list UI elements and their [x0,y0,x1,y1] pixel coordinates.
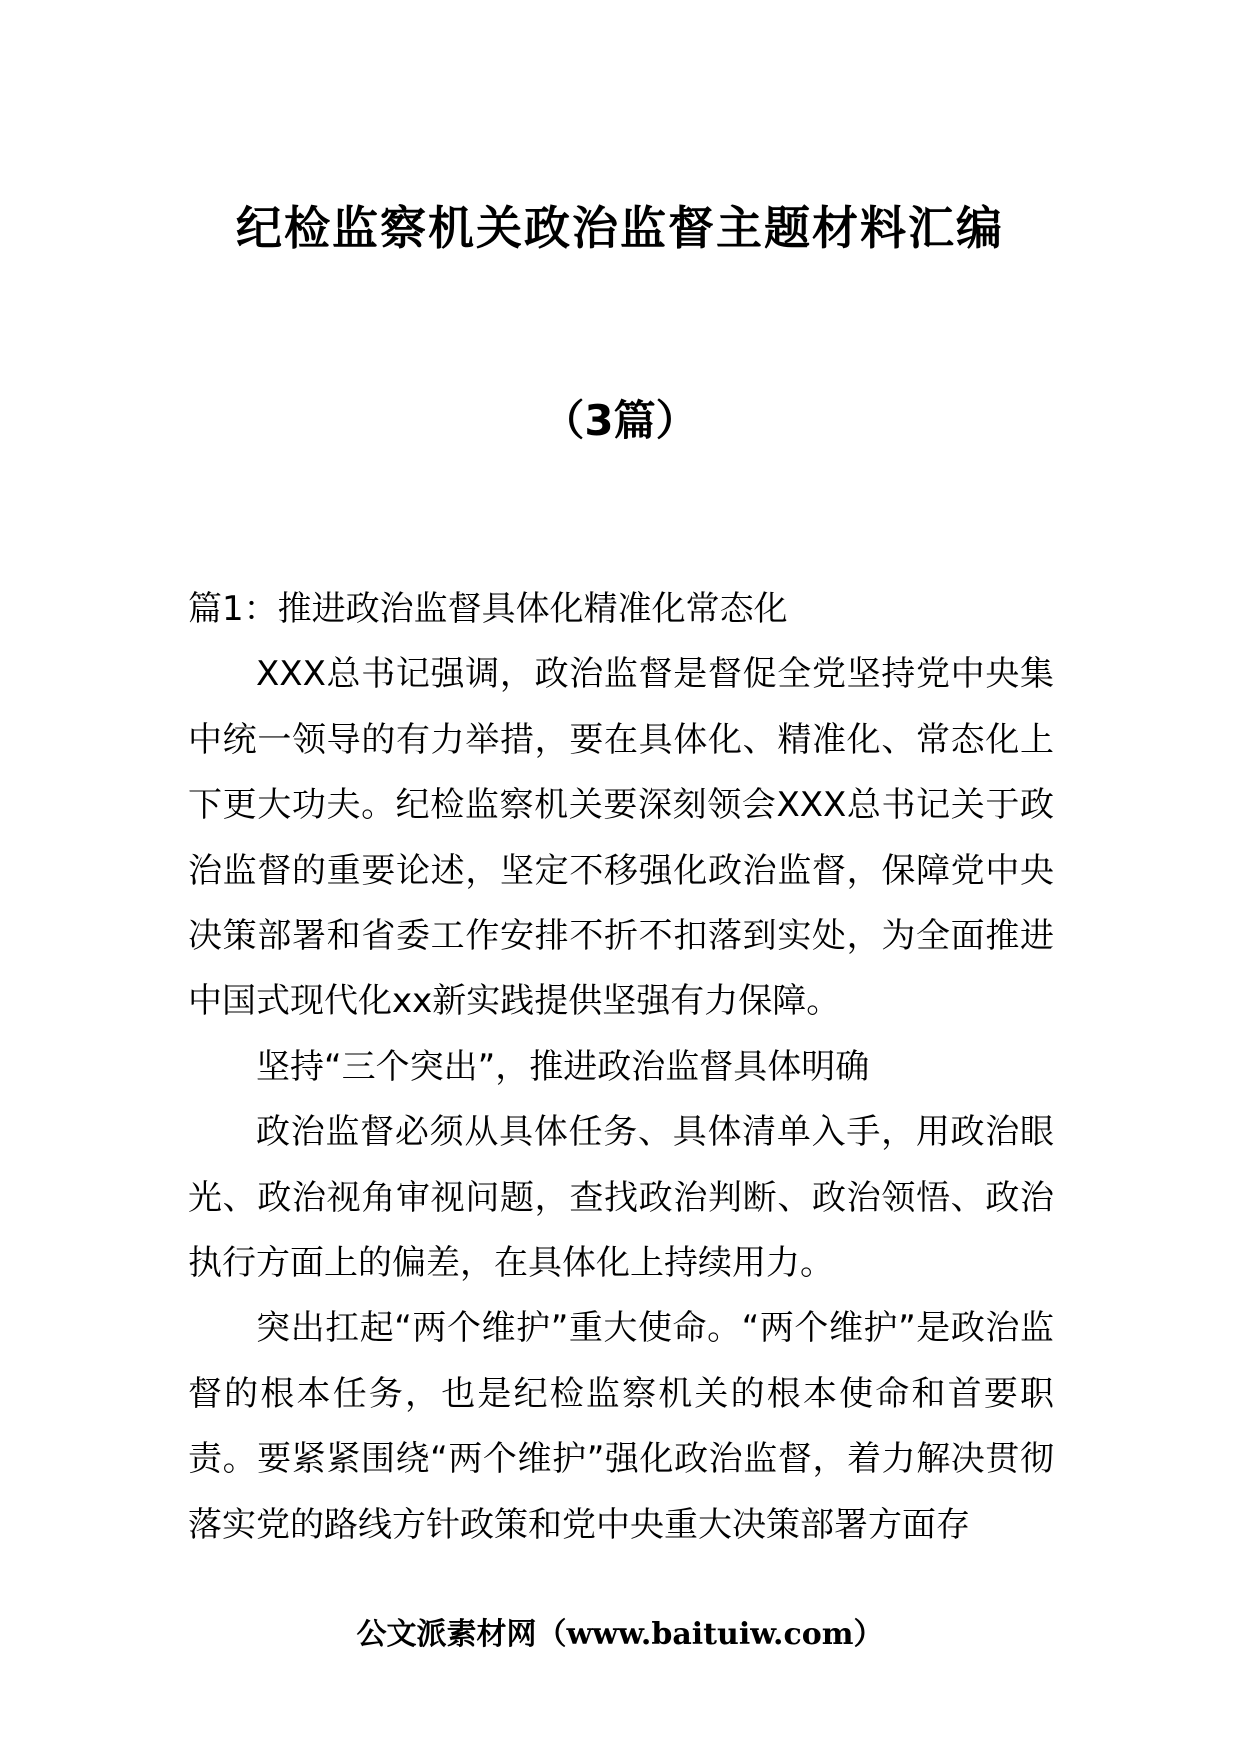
page-footer: 公文派素材网（www.baituiw.com） [356,1617,884,1652]
body-paragraph-2: 政治监督必须从具体任务、具体清单入手，用政治眼光、政治视角审视问题，查找政治判断、政治领悟、政治执行方面上的偏差，在具体化上持续用力。 [188,1112,1054,1284]
document-subtitle: （3篇） [542,396,698,445]
section-heading-1: 篇1：推进政治监督具体化精准化常态化 [188,589,788,629]
body-paragraph-1: XXX总书记强调，政治监督是督促全党坚持党中央集中统一领导的有力举措，要在具体化、精准化、常态化上下更大功夫。纪检监察机关要深刻领会XXX总书记关于政治监督的重要论述，坚定不移强化政治监督，保障党中央决策部署和省委工作安排不折不扣落到实处，为全面推进中国式现代化xx新实践提供坚强有力保障。 [188,654,1054,1022]
body-paragraph-3: 突出扛起“两个维护”重大使命。“两个维护”是政治监督的根本任务，也是纪检监察机关的根本使命和首要职责。要紧紧围绕“两个维护”强化政治监督，着力解决贯彻落实党的路线方针政策和党中央重大决策部署方面存 [188,1308,1054,1545]
document-body [188,577,1054,1558]
subsection-heading: 坚持“三个突出”，推进政治监督具体明确 [256,1046,870,1087]
document-title: 纪检监察机关政治监督主题材料汇编 [236,201,1004,255]
